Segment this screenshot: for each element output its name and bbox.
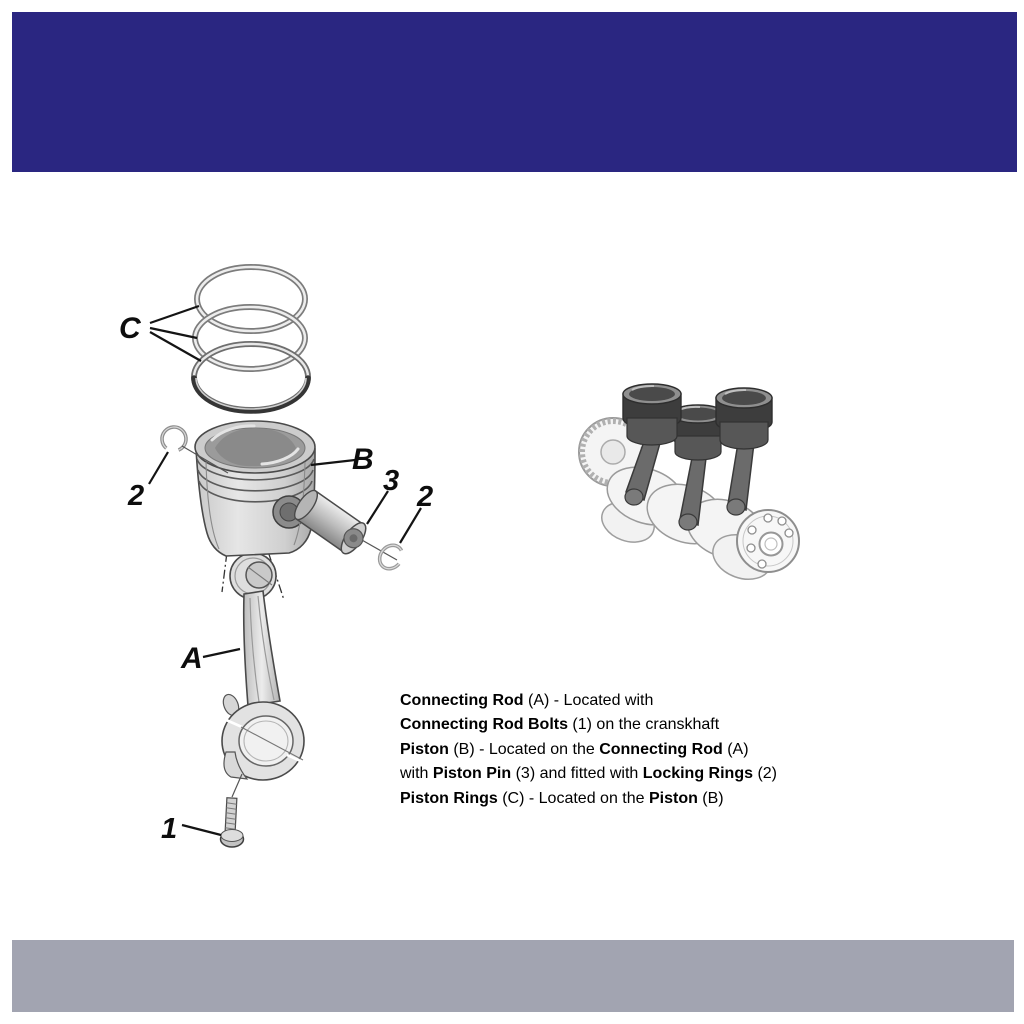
lock-left-callout (127, 452, 168, 512)
callout-label-2-left: 2 (128, 480, 145, 512)
piston-rings-illustration (194, 267, 308, 411)
rings-callout (119, 306, 201, 361)
description-line: Piston (B) - Located on the Connecting Rod (A) (400, 740, 749, 758)
crankshaft-assembly-illustration (579, 384, 799, 587)
bolt-callout (161, 813, 221, 845)
lock-right-callout (400, 481, 433, 543)
callout-label-3: 3 (383, 465, 400, 497)
description (400, 689, 920, 811)
callout-label-1: 1 (161, 813, 178, 845)
description-line: with Piston Pin (3) and fitted with Locking Rings (2) (400, 765, 777, 783)
callout-label-b: B (352, 443, 374, 476)
connecting-rod-illustration (220, 553, 305, 780)
piston-illustration (195, 421, 315, 556)
piston-callout (311, 443, 374, 476)
bolt-illustration (221, 774, 244, 847)
rod-callout (180, 642, 240, 675)
callout-label-a: A (181, 642, 203, 675)
callout-label-c: C (119, 312, 141, 345)
callout-label-2-right: 2 (417, 481, 434, 513)
description-line: Connecting Rod Bolts (1) on the cranskhaft (400, 716, 720, 734)
description-line: Connecting Rod (A) - Located with (400, 692, 654, 709)
description-line: Piston Rings (C) - Located on the Piston (B) (400, 789, 724, 807)
